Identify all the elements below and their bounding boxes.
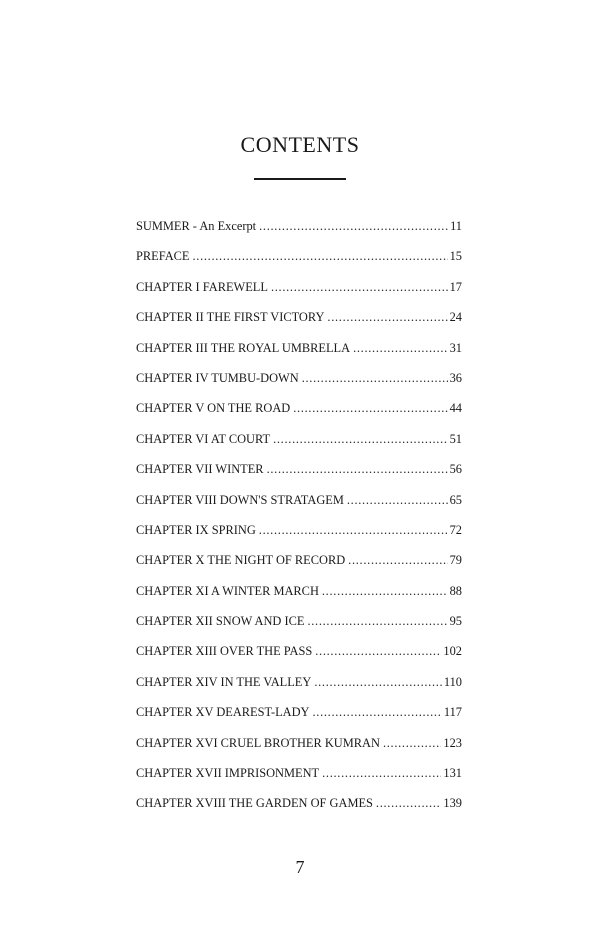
toc-entry-title: CHAPTER IV TUMBU-DOWN xyxy=(136,370,299,385)
toc-entry[interactable] xyxy=(136,581,462,611)
toc-entry[interactable] xyxy=(136,550,462,580)
toc-entry-title: CHAPTER VII WINTER xyxy=(136,462,264,477)
toc-dot-leader xyxy=(376,793,441,813)
toc-entry[interactable] xyxy=(136,793,462,823)
toc-entry[interactable] xyxy=(136,733,462,763)
toc-entry-page: 117 xyxy=(443,705,462,720)
toc-entry-title: CHAPTER XV DEAREST-LADY xyxy=(136,705,310,720)
toc-entry-title: CHAPTER XVI CRUEL BROTHER KUMRAN xyxy=(136,735,380,750)
toc-dot-leader xyxy=(314,672,442,692)
toc-entry-page: 11 xyxy=(450,219,462,233)
toc-dot-leader xyxy=(293,398,447,418)
toc-entry[interactable] xyxy=(136,277,462,307)
toc-entry-page: 65 xyxy=(449,492,462,507)
toc-entry-page: 102 xyxy=(443,644,462,659)
toc-entry-page: 31 xyxy=(449,340,462,355)
toc-entry-page: 72 xyxy=(449,522,462,537)
toc-dot-leader xyxy=(192,246,447,266)
toc-entry[interactable] xyxy=(136,641,462,671)
toc-entry[interactable] xyxy=(136,216,462,246)
toc-dot-leader xyxy=(315,641,441,661)
toc-entry[interactable] xyxy=(136,338,462,368)
toc-dot-leader xyxy=(322,581,448,601)
toc-entry-page: 139 xyxy=(443,796,462,811)
toc-entry-title: PREFACE xyxy=(136,249,190,264)
toc-dot-leader xyxy=(312,702,441,722)
toc-entry-page: 110 xyxy=(443,674,462,689)
toc-dot-leader xyxy=(327,307,447,327)
toc-entry-page: 36 xyxy=(449,370,462,385)
toc-entry-page: 44 xyxy=(449,401,462,416)
toc-entry-page: 24 xyxy=(449,310,462,325)
toc-dot-leader xyxy=(322,763,441,783)
toc-entry-page: 56 xyxy=(449,462,462,477)
toc-entry[interactable] xyxy=(136,429,462,459)
toc-dot-leader xyxy=(302,368,448,388)
toc-entry-title: CHAPTER VI AT COURT xyxy=(136,431,271,446)
toc-entry-title: CHAPTER III THE ROYAL UMBRELLA xyxy=(136,340,351,355)
toc-entry[interactable] xyxy=(136,368,462,398)
toc-entry[interactable] xyxy=(136,246,462,276)
toc-dot-leader xyxy=(383,733,441,753)
toc-entry-page: 79 xyxy=(449,553,462,568)
toc-entry-title: SUMMER - An Excerpt xyxy=(136,219,257,233)
toc-entry[interactable] xyxy=(136,490,462,520)
toc-entry-title: CHAPTER V ON THE ROAD xyxy=(136,401,291,416)
toc-entry-title: CHAPTER XIII OVER THE PASS xyxy=(136,644,313,659)
toc-entry-page: 15 xyxy=(449,249,462,264)
toc-dot-leader xyxy=(348,550,447,570)
toc-dot-leader xyxy=(267,459,448,479)
toc-entry-page: 51 xyxy=(449,431,462,446)
toc-entry[interactable] xyxy=(136,459,462,489)
toc-entry[interactable] xyxy=(136,763,462,793)
toc-entry[interactable] xyxy=(136,702,462,732)
toc-entry[interactable] xyxy=(136,520,462,550)
toc-entry-page: 88 xyxy=(449,583,462,598)
toc-entry-title: CHAPTER IX SPRING xyxy=(136,522,256,537)
page-number: 7 xyxy=(295,857,305,877)
toc-entry-title: CHAPTER XVII IMPRISONMENT xyxy=(136,766,320,781)
toc-entry-title: CHAPTER I FAREWELL xyxy=(136,279,268,294)
toc-entry-page: 95 xyxy=(449,614,462,629)
toc-entry-title: CHAPTER XVIII THE GARDEN OF GAMES xyxy=(136,796,373,811)
toc-entry-title: CHAPTER XI A WINTER MARCH xyxy=(136,583,319,598)
toc-entry-title: CHAPTER VIII DOWN'S STRATAGEM xyxy=(136,492,344,507)
toc-dot-leader xyxy=(273,429,448,449)
toc-entry-title: CHAPTER XIV IN THE VALLEY xyxy=(136,674,312,689)
toc-entry-page: 123 xyxy=(443,735,462,750)
title-underline-rule xyxy=(254,178,346,180)
toc-dot-leader xyxy=(353,338,448,358)
toc-entry-page: 131 xyxy=(443,766,462,781)
toc-entry[interactable] xyxy=(136,398,462,428)
toc-dot-leader xyxy=(259,520,448,540)
table-of-contents xyxy=(136,216,462,824)
toc-dot-leader xyxy=(259,216,448,236)
toc-entry-page: 17 xyxy=(449,279,462,294)
toc-entry[interactable] xyxy=(136,611,462,641)
toc-entry-title: CHAPTER XII SNOW AND ICE xyxy=(136,614,305,629)
toc-dot-leader xyxy=(347,490,448,510)
toc-dot-leader xyxy=(307,611,447,631)
toc-entry[interactable] xyxy=(136,307,462,337)
toc-dot-leader xyxy=(271,277,448,297)
toc-entry-title: CHAPTER X THE NIGHT OF RECORD xyxy=(136,553,346,568)
page-title: CONTENTS xyxy=(240,132,360,157)
toc-entry[interactable] xyxy=(136,672,462,702)
toc-entry-title: CHAPTER II THE FIRST VICTORY xyxy=(136,310,325,325)
